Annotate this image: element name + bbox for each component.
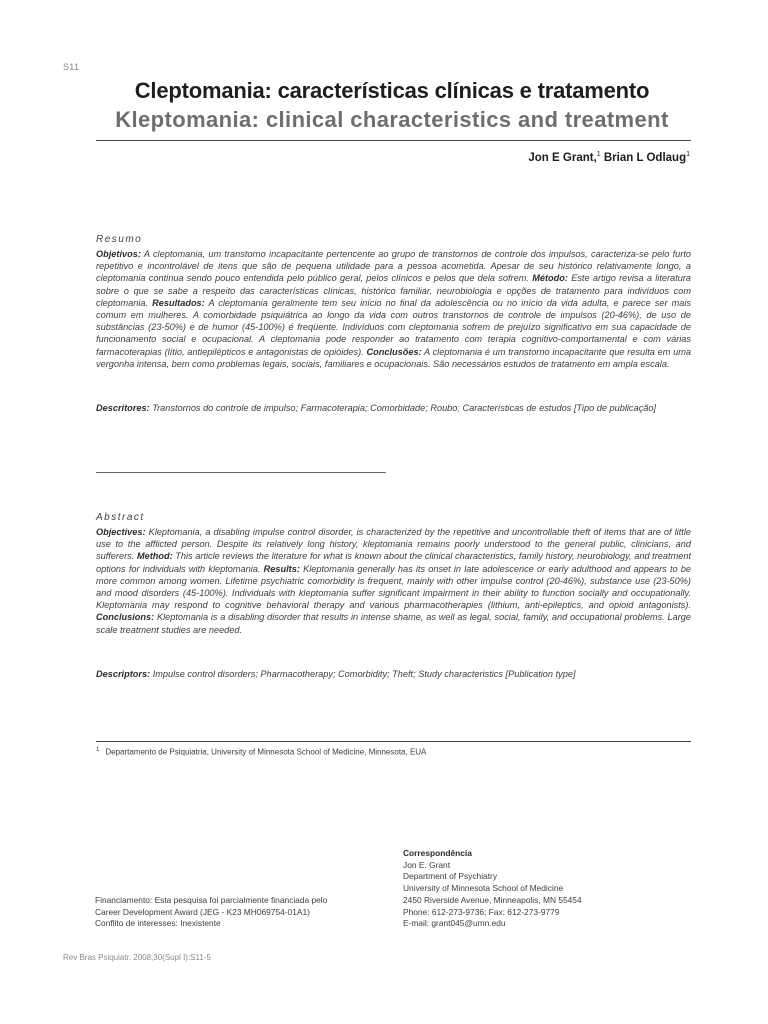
article-title-english: Kleptomania: clinical characteristics and treatment — [115, 107, 669, 132]
descriptors — [96, 668, 691, 680]
footnote-marker: 1 — [96, 747, 100, 753]
method-label: Method: — [136, 551, 173, 562]
metodo-text: Este artigo revisa a literatura sobre o que se sabe a respeito das características clínicas, histórico familiar, neurobiologia e opções de tratamento para indivíduos com cleptomania. — [96, 273, 691, 308]
resumo-heading: Resumo — [96, 234, 143, 245]
metodo-label: Método: — [532, 273, 568, 284]
correspondence-block — [403, 848, 582, 930]
correspondence-line: Jon E. Grant — [403, 859, 451, 870]
footnote-divider — [96, 741, 691, 742]
correspondence-line: University of Minnesota School of Medicine — [403, 883, 564, 894]
objetivos-text: A cleptomania, um transtorno incapacitante pertencente ao grupo de transtornos de controle dos impulsos, caracteriza-se pelo furto repetitivo e incontrolável de itens que são de pequena utilidade para a pessoa acometida. Apesar de seu histórico relativamente longo, a cleptomania continua sendo pouco entendida pelo público geral, pelos clínicos e pelos que dela sofrem. — [96, 249, 691, 284]
conclusions-text: Kleptomania is a disabling disorder that results in intense shame, as well as legal, social, family, and occupational problems. Large scale treatment studies are needed. — [96, 612, 691, 635]
conclusoes-text: A cleptomania é um transtorno incapacitante que resulta em uma vergonha intensa, bem como problemas legais, sociais, familiares e ocupacionais. São necessários estudos de tratamento em ampla escala. — [96, 346, 691, 369]
title-divider — [96, 140, 691, 141]
descritores-label: Descritores: — [96, 403, 150, 413]
resultados-text: A cleptomania geralmente tem seu início no final da adolescência ou no início da vida adulta, e parece ser mais comum em mulheres. A comorbidade psiquiátrica ao longo da vida com outros transtornos de controle de impulsos (20-46%), de uso de substâncias (23-50%) e de humor (45-100%) é freqüente. Indivíduos com cleptomania sofrem de prejuízo significativo em sua capacidade de funcionamento social e ocupacional. A cleptomania pode responder ao tratamento com terapia cognitivo-comportamental e com várias farmacoterapias (lítio, antiepilépticos e antagonistas de opióides). — [96, 297, 691, 357]
resumo-body — [96, 248, 691, 370]
conflict-of-interest-line: Conflito de interesses: Inexistente — [95, 918, 221, 929]
footnote-text: Departamento de Psiquiatria, University of Minnesota School of Medicine, Minnesota, EUA — [105, 747, 427, 757]
affiliation-marker: 1 — [686, 151, 690, 158]
objectives-text: Kleptomania, a disabling impulse control disorder, is characterized by the repetitive and uncontrollable theft of items that are of little use to the afflicted person. Despite its relatively long history, kleptomania remains poorly understood to the general public, clinicians, and sufferers. — [96, 527, 691, 562]
abstract-heading: Abstract — [96, 512, 145, 523]
funding-line: Career Development Award (JEG - K23 MH069754-01A1) — [95, 906, 310, 917]
conclusoes-label: Conclusões: — [366, 346, 422, 357]
author-name: Jon E Grant, — [528, 151, 597, 164]
affiliation-marker: 1 — [596, 151, 601, 158]
funding-line: Financiamento: Esta pesquisa foi parcialmente financiada pelo — [95, 895, 328, 905]
results-text: Kleptomania generally has its onset in late adolescence or early adulthood and appears to be more common among women. Lifetime psychiatric comorbidity is frequent, mainly with other impulse control (20-46%), substance use (23-50%) and mood disorders (45-100%). Individuals with kleptomania suffer significant impairment in their ability to function socially and occupationally. Kleptomania may respond to cognitive behavioral therapy and various pharmacotherapies (lithium, anti-epileptics, and opioid antagonists). — [96, 563, 692, 611]
method-text: This article reviews the literature for what is known about the clinical characteristics, family history, neurobiology, and treatment options for individuals with kleptomania. — [96, 551, 691, 574]
article-title-portuguese: Cleptomania: características clínicas e tratamento — [134, 78, 650, 103]
author-name: Brian L Odlaug — [603, 151, 687, 164]
journal-citation: Rev Bras Psiquiatr. 2008;30(Supl I):S11-5 — [63, 953, 211, 962]
results-label: Results: — [263, 563, 300, 574]
correspondence-email: E-mail: grant045@umn.edu — [403, 918, 506, 929]
abstract-body — [96, 526, 691, 636]
correspondence-line: 2450 Riverside Avenue, Minneapolis, MN 55454 — [403, 894, 582, 905]
correspondence-heading: Correspondência — [403, 848, 472, 858]
conclusions-label: Conclusions: — [96, 612, 155, 623]
correspondence-line: Phone: 612-273-9736; Fax: 612-273-9779 — [403, 906, 560, 917]
page-number: S11 — [63, 62, 80, 72]
descritores — [96, 402, 691, 414]
descriptors-text: Impulse control disorders; Pharmacotherapy; Comorbidity; Theft; Study characteristics [Publication type] — [152, 669, 576, 679]
descritores-text: Transtornos do controle de impulso; Farmacoterapia; Comorbidade; Roubo; Características de estudos [Tipo de publicação] — [152, 403, 656, 413]
descriptors-label: Descriptors: — [96, 669, 151, 679]
resultados-label: Resultados: — [152, 297, 205, 308]
author-line — [528, 151, 690, 164]
objectives-label: Objectives: — [96, 527, 146, 537]
correspondence-line: Department of Psychiatry — [403, 871, 498, 882]
funding-block — [95, 895, 327, 930]
section-divider — [96, 472, 386, 473]
affiliation-footnote — [96, 747, 426, 757]
objetivos-label: Objetivos: — [96, 249, 141, 259]
